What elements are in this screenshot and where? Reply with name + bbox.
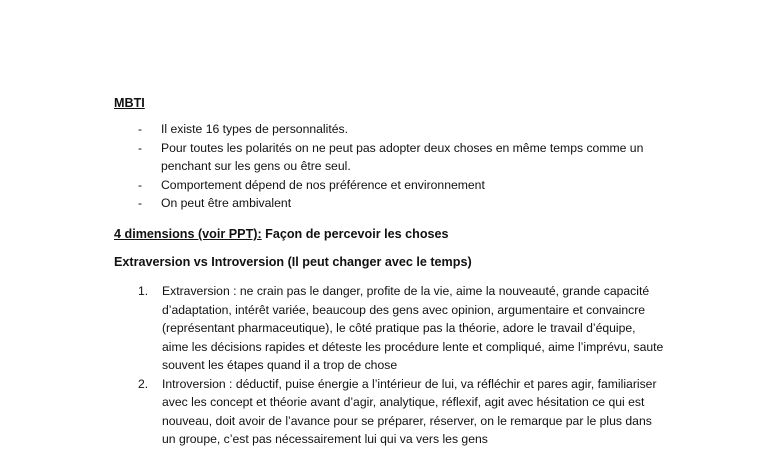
bullet-marker: -	[138, 122, 143, 136]
list-item-text: On peut être ambivalent	[161, 196, 292, 210]
list-number: 1.	[138, 284, 149, 298]
dimensions-description: Façon de percevoir les choses	[261, 227, 449, 241]
list-item-text: Il existe 16 types de personnalités.	[161, 122, 348, 136]
bullet-marker: -	[138, 177, 143, 192]
bullet-list	[114, 120, 674, 213]
list-item-text: Extraversion : ne crain pas le danger, profite de la vie, aime la nouveauté, grande capacité d’adaptation, intérêt variée, beaucoup des gens avec opinion, argumentaire et convaincre (représentant pharmaceutique), le côté pratique pas la théorie, adore le travail d’équipe, aime les décisions rapides et déteste les procédure lente et compliqué, aime l’imprévu, saute souvent les étapes quand il a trop de chose	[162, 284, 664, 372]
list-item-text: Comportement dépend de nos préférence et environnement	[161, 177, 485, 192]
section-heading-dimensions	[114, 225, 449, 244]
dimensions-label: 4 dimensions (voir PPT):	[114, 227, 262, 241]
section-heading-mbti: MBTI	[114, 96, 145, 110]
list-item	[114, 282, 664, 375]
list-number: 2.	[138, 376, 149, 391]
bullet-marker: -	[138, 140, 143, 155]
list-item	[114, 194, 674, 213]
list-item-text: Introversion : déductif, puise énergie a l’intérieur de lui, va réfléchir et pares agir, familiariser avec les concept et théorie avant d’agir, analytique, réflexif, agit avec hésitation ce qui est nouveau, doit avoir de l’avance pour se préparer, réserver, on le remarque par le plus dans un groupe, c’est pas nécessairement lui qui va vers les gens	[162, 376, 657, 446]
subheading-extraversion-introversion: Extraversion vs Introversion (Il peut changer avec le temps)	[114, 255, 472, 269]
list-item	[114, 375, 664, 449]
bullet-marker: -	[138, 196, 143, 210]
list-item	[114, 176, 674, 195]
numbered-list	[114, 282, 664, 449]
list-item	[114, 139, 674, 176]
list-item	[114, 120, 674, 139]
list-item-text: Pour toutes les polarités on ne peut pas adopter deux choses en même temps comme un penchant sur les gens ou être seul.	[161, 140, 644, 173]
